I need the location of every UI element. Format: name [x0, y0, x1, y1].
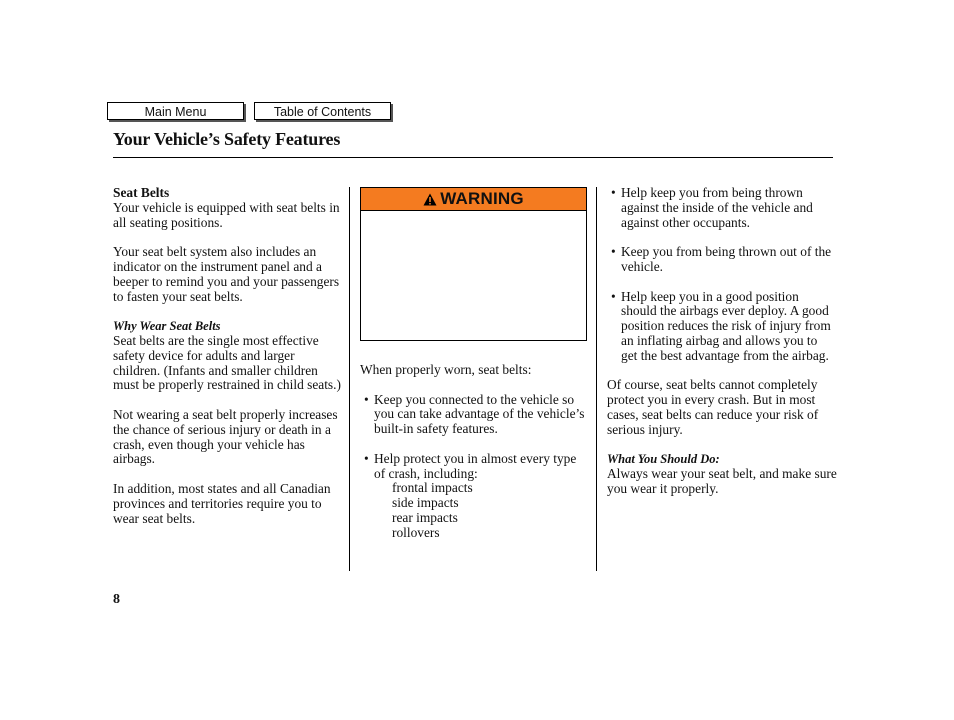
list-item: • Keep you from being thrown out of the vehicle.	[611, 244, 832, 274]
column-divider-left	[349, 187, 350, 571]
page-number: 8	[113, 592, 120, 607]
page-title: Your Vehicle’s Safety Features	[113, 129, 341, 149]
crash-type-item: rear impacts	[392, 509, 458, 525]
paragraph: Your seat belt system also includes an indicator on the instrument panel and a beeper to remind you and your passengers to fasten your seat belts.	[113, 244, 340, 304]
section-heading: Seat Belts	[113, 185, 170, 200]
column-left	[113, 186, 343, 541]
title-divider	[113, 157, 833, 158]
paragraph: Of course, seat belts cannot completely protect you in every crash. But in most cases, seat belts can reduce your risk of serious injury.	[607, 377, 819, 437]
warning-label: WARNING	[440, 189, 524, 208]
paragraph: Not wearing a seat belt properly increases the chance of serious injury or death in a crash, even though your vehicle has airbags.	[113, 406, 338, 467]
subheading: What You Should Do:	[607, 452, 720, 467]
list-item: • Help keep you in a good position should the airbags ever deploy. A good position reduces the risk of injury from an inflating airbag and allows you to get the best advantage from the airbag.	[611, 288, 831, 363]
column-divider-right	[596, 187, 597, 571]
table-of-contents-button[interactable]: Table of Contents	[254, 102, 391, 120]
subheading: Why Wear Seat Belts	[113, 319, 221, 334]
crash-type-item: frontal impacts	[392, 480, 473, 496]
list-item: • Help protect you in almost every type of crash, including:	[364, 450, 577, 481]
paragraph: Your vehicle is equipped with seat belts in all seating positions.	[113, 199, 340, 230]
paragraph: When properly worn, seat belts:	[360, 362, 532, 377]
crash-type-item: rollovers	[392, 524, 440, 540]
warning-header	[361, 188, 586, 211]
warning-box	[360, 187, 587, 341]
main-menu-button[interactable]: Main Menu	[107, 102, 244, 120]
paragraph: In addition, most states and all Canadian provinces and territories require you to wear seat belts.	[113, 480, 331, 526]
column-right	[607, 186, 837, 512]
list-item: • Keep you connected to the vehicle so you can take advantage of the vehicle’s built-in safety features.	[364, 391, 585, 437]
list-item: • Help keep you from being thrown against the inside of the vehicle and against other occupants.	[611, 185, 813, 230]
column-middle	[360, 363, 590, 541]
warning-triangle-icon	[423, 193, 437, 206]
paragraph: Seat belts are the single most effective safety device for adults and larger children. (Infants and smaller children must be properly restrained in child seats.)	[113, 332, 341, 393]
paragraph: Always wear your seat belt, and make sure you wear it properly.	[607, 466, 837, 496]
crash-type-item: side impacts	[392, 495, 459, 511]
